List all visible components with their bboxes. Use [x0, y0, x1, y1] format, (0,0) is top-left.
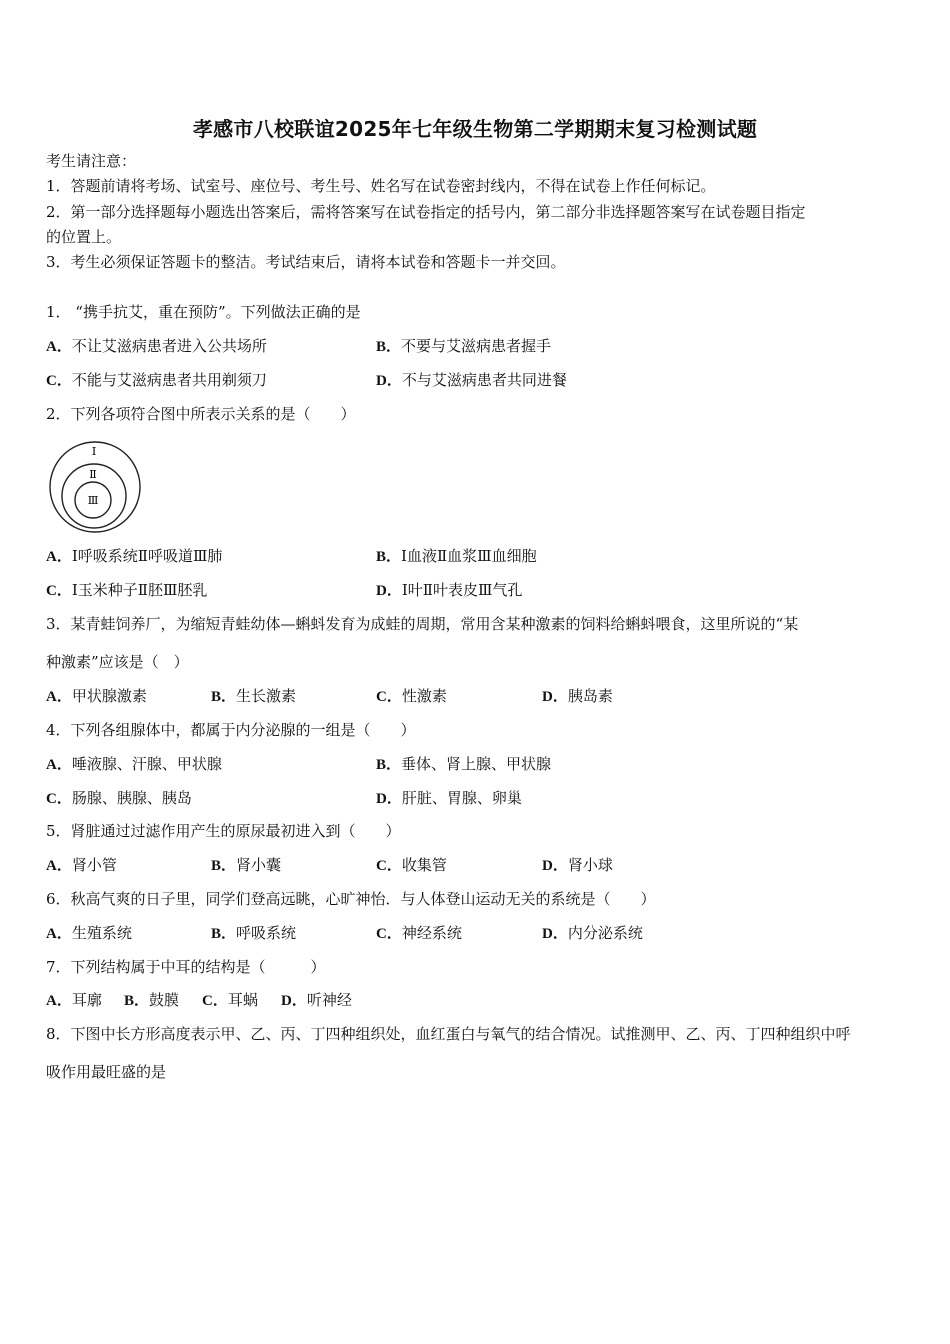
question-stem: 3．某青蛙饲养厂，为缩短青蛙幼体—蝌蚪发育为成蛙的周期，常用含某种激素的饲料给蝌蚪喂食，这里所说的“某	[46, 615, 799, 633]
notice-item: 的位置上。	[46, 228, 122, 246]
page-title: 孝感市八校联谊2025年七年级生物第二学期期末复习检测试题	[192, 117, 758, 141]
question-stem: 7．下列结构属于中耳的结构是（ ）	[46, 958, 326, 976]
option-c: C．肠腺、胰腺、胰岛	[46, 789, 192, 807]
option-a: A．肾小管	[46, 856, 117, 874]
option-d: D．不与艾滋病患者共同进餐	[376, 371, 567, 389]
option-d: D．内分泌系统	[542, 924, 643, 942]
label-2: Ⅱ	[89, 468, 97, 481]
option-c: C．不能与艾滋病患者共用剃须刀	[46, 371, 267, 389]
option-b: B．肾小囊	[211, 856, 282, 874]
notice-item: 2．第一部分选择题每小题选出答案后，需将答案写在试卷指定的括号内，第二部分非选择题答案写在试卷题目指定	[46, 203, 806, 221]
option-d: D．听神经	[281, 991, 352, 1009]
option-c: C．神经系统	[376, 924, 462, 942]
option-b: B．呼吸系统	[211, 924, 297, 942]
option-b: B．生长激素	[211, 687, 297, 705]
label-1: Ⅰ	[91, 445, 97, 458]
option-b: B．垂体、肾上腺、甲状腺	[376, 755, 552, 773]
question-stem: 6．秋高气爽的日子里，同学们登高远眺，心旷神怡．与人体登山运动无关的系统是（ ）	[46, 890, 656, 908]
nested-circles-diagram	[46, 441, 146, 533]
label-3: Ⅲ	[87, 494, 99, 507]
option-a: A．Ⅰ呼吸系统Ⅱ呼吸道Ⅲ肺	[46, 547, 223, 565]
option-b: B．不要与艾滋病患者握手	[376, 337, 552, 355]
option-b: B．Ⅰ血液Ⅱ血浆Ⅲ血细胞	[376, 547, 537, 565]
question-stem: 8．下图中长方形高度表示甲、乙、丙、丁四种组织处，血红蛋白与氧气的结合情况。试推测甲、乙、丙、丁四种组织中呼	[46, 1025, 851, 1043]
option-b: B．鼓膜	[124, 991, 180, 1009]
option-d: D．胰岛素	[542, 687, 613, 705]
notice-item: 3．考生必须保证答题卡的整洁。考试结束后，请将本试卷和答题卡一并交回。	[46, 253, 566, 271]
option-c: C．耳蜗	[202, 991, 258, 1009]
notice-heading: 考生请注意：	[46, 152, 137, 170]
option-a: A．生殖系统	[46, 924, 132, 942]
notice-item: 1．答题前请将考场、试室号、座位号、考生号、姓名写在试卷密封线内，不得在试卷上作任何标记。	[46, 177, 716, 195]
option-a: A．不让艾滋病患者进入公共场所	[46, 337, 267, 355]
option-c: C．性激素	[376, 687, 447, 705]
option-c: C．收集管	[376, 856, 447, 874]
option-d: D．Ⅰ叶Ⅱ叶表皮Ⅲ气孔	[376, 581, 523, 599]
question-stem: 1． “携手抗艾，重在预防”。下列做法正确的是	[46, 303, 361, 321]
question-stem: 4．下列各组腺体中，都属于内分泌腺的一组是（ ）	[46, 721, 416, 739]
option-a: A．甲状腺激素	[46, 687, 147, 705]
option-a: A．耳廓	[46, 991, 102, 1009]
question-stem-cont: 吸作用最旺盛的是	[46, 1063, 167, 1081]
question-stem: 2．下列各项符合图中所表示关系的是（ ）	[46, 405, 356, 423]
option-c: C．Ⅰ玉米种子Ⅱ胚Ⅲ胚乳	[46, 581, 208, 599]
option-a: A．唾液腺、汗腺、甲状腺	[46, 755, 222, 773]
option-d: D．肝脏、胃腺、卵巢	[376, 789, 522, 807]
option-d: D．肾小球	[542, 856, 613, 874]
question-stem: 5．肾脏通过过滤作用产生的原尿最初进入到（ ）	[46, 822, 401, 840]
question-stem-cont: 种激素”应该是（ ）	[46, 653, 189, 671]
